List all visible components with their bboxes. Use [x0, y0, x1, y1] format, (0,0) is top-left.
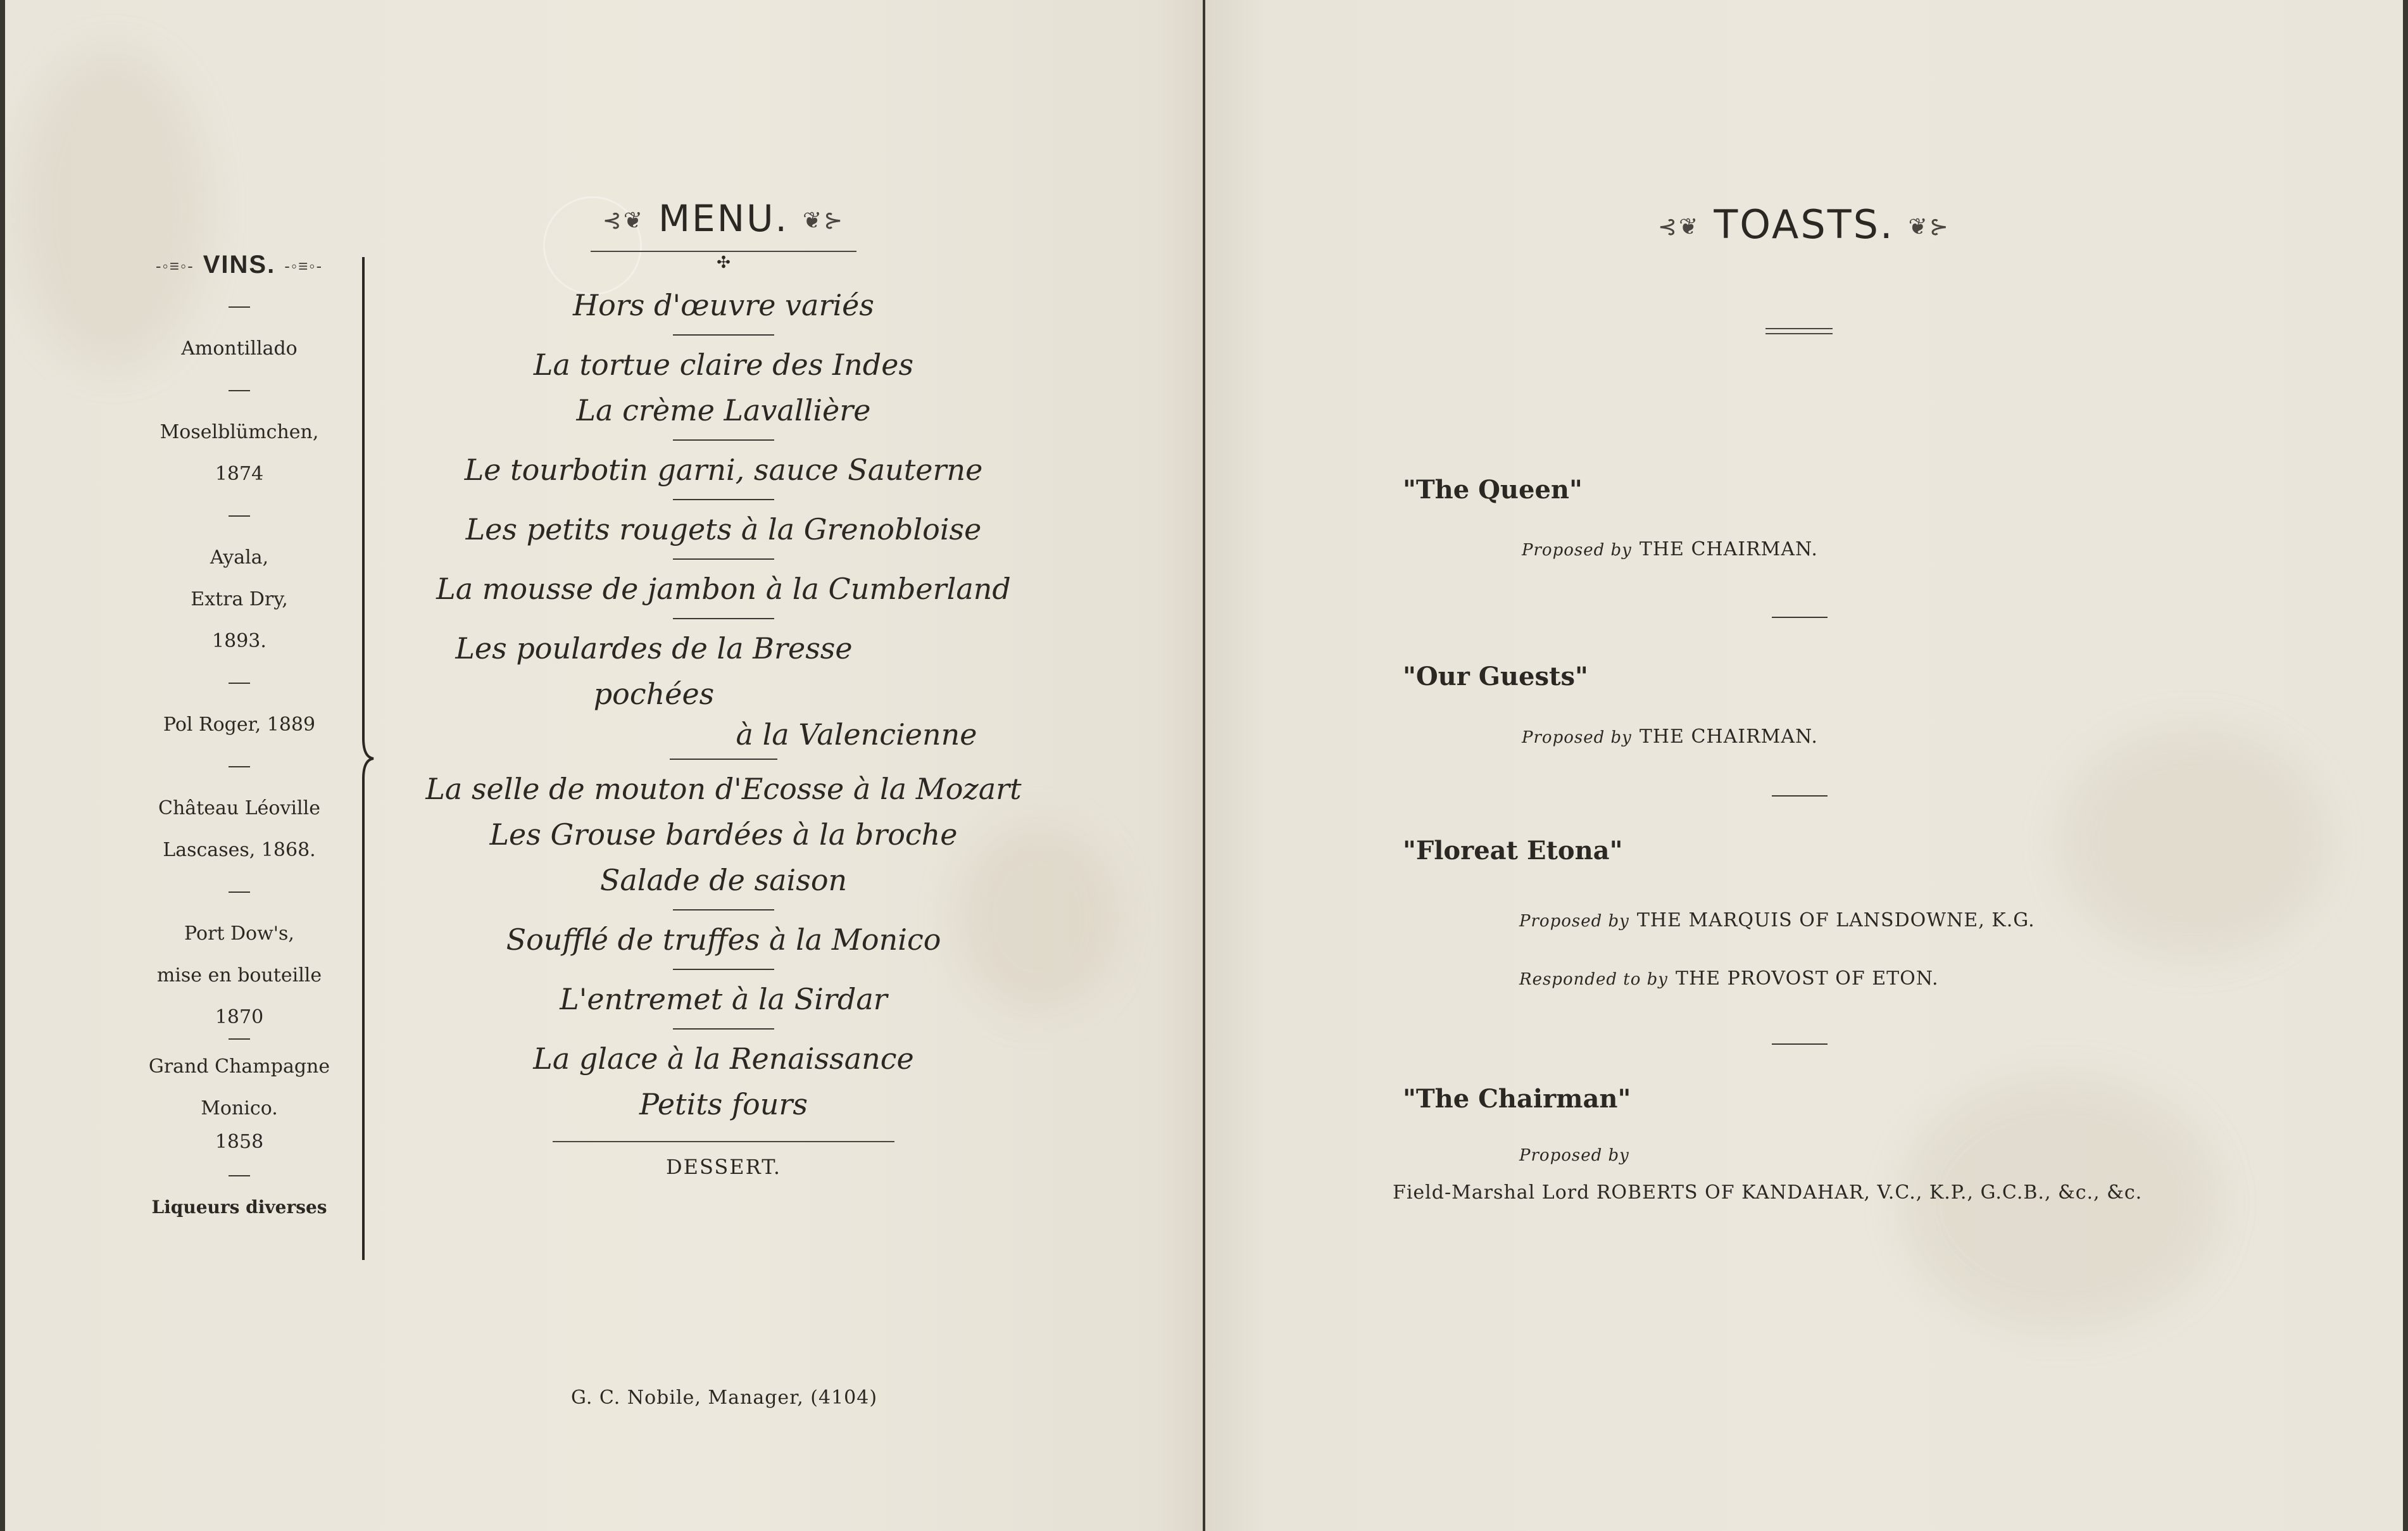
toast-name: "Our Guests": [1403, 662, 1588, 691]
ornament-icon: ✣: [717, 253, 731, 272]
wine-item: 1874: [215, 463, 264, 485]
wine-item: mise en bouteille: [156, 964, 322, 986]
dish-separator: [673, 499, 774, 500]
menu-column: [391, 190, 1056, 1179]
toast-name: "The Chairman": [1403, 1084, 1631, 1114]
dish-separator: [673, 969, 774, 970]
liqueurs-label: Liqueurs diverses: [151, 1197, 327, 1218]
wine-item: 1893.: [212, 630, 267, 652]
toast-name: "The Queen": [1403, 475, 1583, 505]
wine-separator: [229, 892, 250, 893]
ornament-icon: ❦⊱: [802, 207, 845, 234]
toast-separator: [1772, 1043, 1828, 1045]
left-page: [5, 0, 1203, 1531]
wine-separator: [229, 766, 250, 767]
ornament-icon: -◦≡◦-: [155, 256, 194, 275]
wine-item: Grand Champagne: [148, 1055, 330, 1078]
dish-separator: [673, 618, 774, 619]
wine-item: 1858: [215, 1131, 264, 1153]
menu-dish: La glace à la Renaissance: [533, 1042, 914, 1076]
menu-heading-rule: [591, 251, 856, 272]
menu-dish: La mousse de jambon à la Cumberland: [436, 572, 1011, 606]
toast-name: "Floreat Etona": [1403, 836, 1623, 866]
menu-dish: La selle de mouton d'Ecosse à la Mozart: [425, 772, 1022, 806]
wines-heading: -◦≡◦- VINS. -◦≡◦-: [155, 251, 323, 279]
wine-item: Château Léoville: [158, 797, 320, 819]
toasts-double-rule: [1765, 328, 1833, 334]
dish-separator: [673, 1028, 774, 1030]
toast-separator: [1772, 617, 1828, 618]
dish-separator: [673, 558, 774, 560]
curly-brace: [361, 257, 375, 1260]
menu-dish: Les poulardes de la Bresse pochées: [455, 631, 853, 711]
wines-column: [119, 234, 360, 1218]
menu-dish: La tortue claire des Indes: [533, 348, 914, 382]
wine-item: Lascases, 1868.: [163, 839, 316, 861]
toast-separator: [1772, 795, 1828, 797]
right-page: [1205, 0, 2403, 1531]
wine-separator: [229, 390, 250, 391]
toast-proposer: Proposed by THE CHAIRMAN.: [1522, 538, 1818, 560]
toast-responder: Responded to by THE PROVOST OF ETON.: [1519, 967, 1939, 990]
wine-separator: [229, 306, 250, 308]
wine-item: Moselblümchen,: [160, 421, 319, 443]
dish-separator: [673, 909, 774, 910]
menu-dish: Salade de saison: [599, 863, 848, 897]
menu-dish: L'entremet à la Sirdar: [560, 982, 887, 1016]
toast-proposer: Field-Marshal Lord ROBERTS OF KANDAHAR, V.C., K.P., G.C.B., &c., &c.: [1393, 1181, 2143, 1204]
ornament-icon: -◦≡◦-: [284, 256, 323, 275]
menu-dish: Petits fours: [639, 1087, 808, 1121]
ornament-icon: ⊰❦: [602, 207, 645, 234]
dessert-label: DESSERT.: [666, 1155, 781, 1179]
menu-dish: Le tourbotin garni, sauce Sauterne: [464, 453, 983, 487]
wine-item: 1870: [215, 1006, 264, 1028]
ornament-icon: ⊰❦: [1658, 214, 1700, 241]
wine-item: Amontillado: [181, 337, 298, 360]
menu-heading: ⊰❦ MENU. ❦⊱: [602, 197, 845, 240]
ornament-icon: ❦⊱: [1908, 214, 1950, 241]
paper-stain: [2060, 728, 2326, 956]
manager-credit: G. C. Nobile, Manager, (4104): [570, 1387, 878, 1409]
menu-dish: Soufflé de truffes à la Monico: [506, 923, 941, 957]
menu-dish: La crème Lavallière: [576, 393, 871, 427]
toasts-heading: ⊰❦ TOASTS. ❦⊱: [1658, 201, 1950, 248]
menu-dish: Les Grouse bardées à la broche: [489, 817, 958, 852]
wine-separator: [229, 515, 250, 517]
dish-separator: [673, 439, 774, 441]
wine-item: Port Dow's,: [184, 923, 294, 945]
wine-item: Extra Dry,: [191, 588, 288, 610]
dish-separator: [673, 334, 774, 336]
menu-end-rule: [553, 1141, 894, 1142]
wine-separator: [229, 1175, 250, 1176]
wine-item: Pol Roger, 1889: [163, 714, 316, 736]
wine-separator: [229, 683, 250, 684]
menu-dish: Hors d'œuvre variés: [573, 288, 874, 322]
wine-item: Monico.: [201, 1097, 278, 1119]
toast-proposer: Proposed by THE CHAIRMAN.: [1522, 726, 1818, 748]
menu-dish: Les petits rougets à la Grenobloise: [465, 512, 982, 546]
toast-proposer: Proposed by THE MARQUIS OF LANSDOWNE, K.G.: [1519, 909, 2035, 931]
dish-separator: [670, 759, 777, 760]
wine-separator: [229, 1038, 250, 1040]
menu-dish: à la Valencienne: [736, 717, 977, 752]
wine-item: Ayala,: [210, 546, 269, 569]
toast-proposer-label: Proposed by: [1519, 1146, 1629, 1165]
